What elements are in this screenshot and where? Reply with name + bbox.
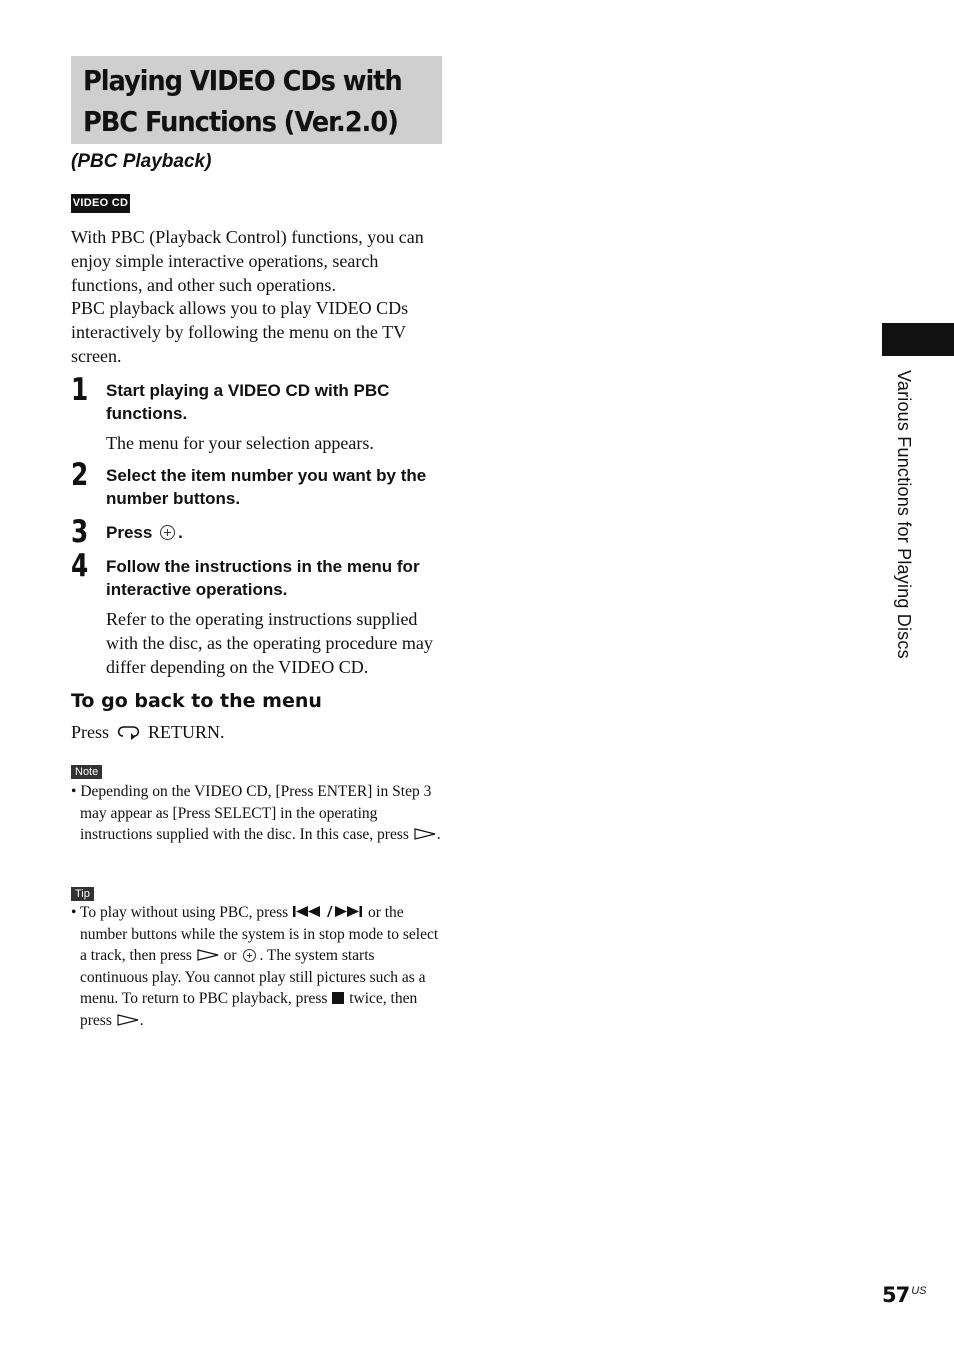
intro-paragraph-2: PBC playback allows you to play VIDEO CDs interactively by following the menu on the TV screen. <box>71 298 409 366</box>
step-4 <box>71 548 451 679</box>
step-2 <box>71 457 451 510</box>
tip-text <box>71 902 446 1031</box>
tip-text-2: or the number buttons while the system is in stop mode to select a track, then press <box>80 904 439 964</box>
step-heading: Start playing a VIDEO CD with PBC functions. <box>106 381 390 423</box>
page-number <box>882 1283 927 1307</box>
back-to-menu-heading: To go back to the menu <box>71 690 322 712</box>
step-number: 2 <box>71 457 89 493</box>
tip-text-1: To play without using PBC, press <box>80 904 289 921</box>
tip-label: Tip <box>71 887 94 901</box>
press-text: Press <box>71 722 110 742</box>
video-cd-badge: VIDEO CD <box>71 194 130 213</box>
intro-text <box>71 226 446 369</box>
play-icon <box>414 828 436 840</box>
step-number: 4 <box>71 548 89 584</box>
section-tab-label: Various Functions for Playing Discs <box>894 370 914 659</box>
back-to-menu-instruction <box>71 722 225 743</box>
page-subtitle: (PBC Playback) <box>71 151 212 172</box>
note-item-end: . <box>436 826 441 843</box>
section-tab-marker <box>882 323 954 356</box>
step-number: 1 <box>71 372 89 408</box>
tip-text-4: . The system starts continuous play. You cannot play still pictures such as a menu. To return to PBC playback, press <box>80 947 426 1007</box>
play-icon <box>197 949 219 961</box>
note-item: • Depending on the VIDEO CD, [Press ENTER] in Step 3 may appear as [Press SELECT] in the operating instructions supplied with the disc. In this case, press . <box>71 783 441 843</box>
step-heading-text: Press <box>106 523 153 542</box>
enter-button-icon <box>243 949 256 962</box>
page-title-line-1: Playing VIDEO CDs with <box>83 64 402 97</box>
tip-text-5: twice, then press <box>80 990 418 1029</box>
tip-item: • To play without using PBC, press or the number buttons while the system is in stop mode to select a track, then press or . The system starts continuous play. You cannot play still pictures such as a menu. To return to PBC playback, press twice, then press . <box>71 904 439 1029</box>
step-heading: Follow the instructions in the menu for interactive operations. <box>106 557 420 599</box>
stop-icon <box>332 992 344 1004</box>
page-title-line-2: PBC Functions (Ver.2.0) <box>83 105 398 138</box>
step-body: Refer to the operating instructions supplied with the disc, as the operating procedure may differ depending on the VIDEO CD. <box>106 609 433 677</box>
tip-text-6: . <box>139 1011 144 1029</box>
step-heading: Select the item number you want by the number buttons. <box>106 466 427 508</box>
tip-text-3: or <box>223 947 237 964</box>
prev-next-icon <box>293 905 363 918</box>
note-label: Note <box>71 765 102 779</box>
return-arrow-icon <box>116 724 142 740</box>
note-text <box>71 781 446 846</box>
page-number-suffix: US <box>911 1285 927 1297</box>
note-item-text: Depending on the VIDEO CD, [Press ENTER] in Step 3 may appear as [Press SELECT] in the operating instructions supplied with the disc. In this case, press <box>80 783 432 843</box>
step-heading-end: . <box>178 523 183 542</box>
step-number: 3 <box>71 514 89 550</box>
step-heading <box>106 522 451 545</box>
step-body: The menu for your selection appears. <box>106 433 374 453</box>
page-number-value: 57 <box>882 1283 910 1307</box>
step-1 <box>71 372 451 455</box>
return-text: RETURN. <box>148 722 225 742</box>
page-title-box <box>71 56 442 144</box>
step-3 <box>71 514 451 550</box>
intro-paragraph-1: With PBC (Playback Control) functions, you can enjoy simple interactive operations, search functions, and other such operations. <box>71 227 424 295</box>
play-icon <box>117 1014 139 1026</box>
enter-button-icon <box>160 525 175 540</box>
